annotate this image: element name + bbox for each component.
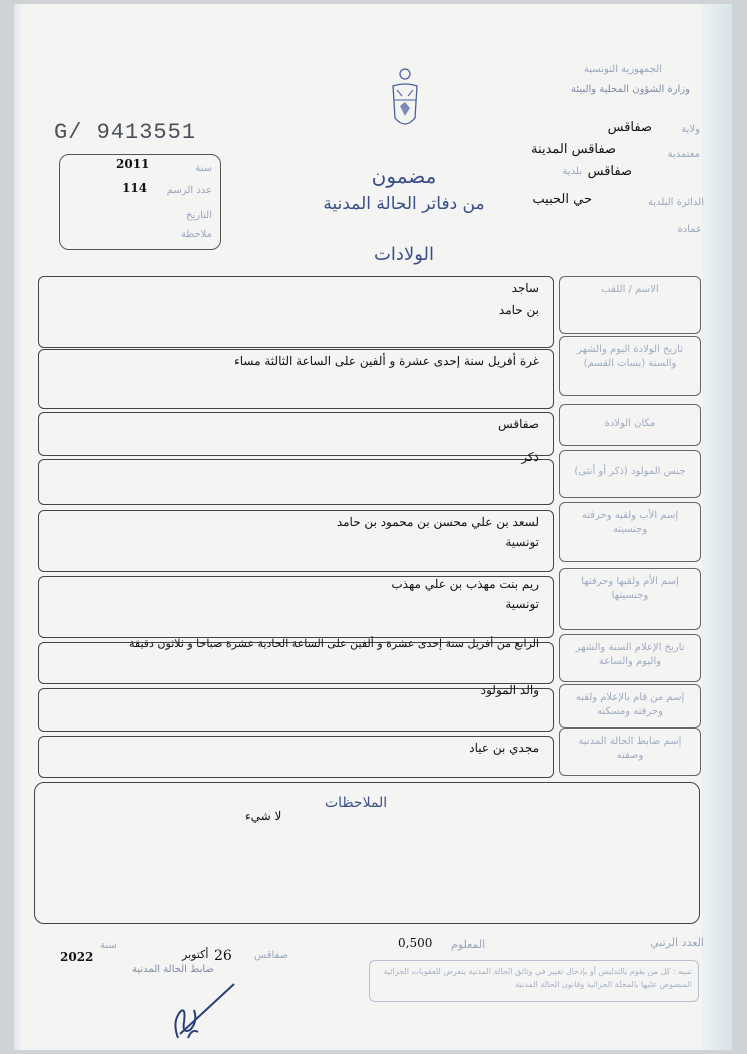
mother-label-box xyxy=(559,568,701,630)
birth-date-value-box xyxy=(38,349,554,409)
remarks-value: لا شيء xyxy=(245,809,282,823)
civil-status-document xyxy=(14,4,732,1050)
declaration-date-label: تاريخ الإعلام السنة والشهر واليوم والساعة xyxy=(575,642,685,667)
birth-date-label-box xyxy=(559,336,701,396)
father-label: إسم الأب ولقبه وحرفته وجنسيته xyxy=(581,510,679,535)
document-title-births: الولادات xyxy=(373,244,434,265)
document-title-extract: مضمون xyxy=(371,164,437,188)
imada-label: عمادة xyxy=(677,224,702,235)
register-note-label: ملاحظة xyxy=(180,229,212,240)
declarant-value-box xyxy=(38,683,554,732)
footer-year-label: سنة xyxy=(100,940,117,951)
first-name-value: ساجد xyxy=(511,281,539,295)
officer-signature-label: ضابط الحالة المدنية xyxy=(132,964,214,975)
register-year-value: 2011 xyxy=(116,157,150,171)
officer-label-box xyxy=(559,728,701,776)
footer-city-label: صفاقس xyxy=(254,950,289,961)
signature-icon xyxy=(154,972,244,1044)
register-number-value: 114 xyxy=(122,181,148,195)
legal-warning: تنبيه : كل من يقوم بالتدليس أو بإدخال تغيير في وثائق الحالة المدنية يتعرض للعقوبات الجزائية المنصوص عليها بالمجلة الجزائية وقانون الحالة المدنية xyxy=(369,960,699,1002)
father-value-box xyxy=(38,510,554,572)
birth-place-label: مكان الولادة xyxy=(604,418,656,429)
declarant-label: إسم من قام بالإعلام ولقبه وحرفته ومسكنه xyxy=(575,692,685,717)
footer-year: 2022 xyxy=(60,950,94,964)
remarks-label: الملاحظات xyxy=(325,795,388,811)
declaration-date-value: الرابع من أفريل سنة إحدى عشرة و ألفين على الساعة الحادية عشرة صباحا و ثلاثون دقيقة xyxy=(129,637,539,650)
document-title-registers: من دفاتر الحالة المدنية xyxy=(323,194,485,214)
fee-label: المعلوم xyxy=(451,938,486,951)
mother-label: إسم الأم ولقبها وحرفتها وجنسيتها xyxy=(581,576,679,601)
birth-place-value: صفاقس xyxy=(498,417,539,431)
register-date-label: التاريخ xyxy=(186,210,212,221)
register-year-label: سنة xyxy=(195,163,212,174)
sex-value-box xyxy=(38,450,554,505)
republic-label: الجمهورية التونسية xyxy=(583,64,662,75)
baladia-value: صفاقس xyxy=(587,164,632,179)
declaration-date-label-box xyxy=(559,634,701,682)
ministry-label: وزارة الشؤون المحلية والبيئة xyxy=(571,84,690,95)
register-box xyxy=(59,154,221,250)
birth-place-label-box xyxy=(559,404,701,446)
birth-date-value: غرة أفريل سنة إحدى عشرة و ألفين على الساعة الثالثة مساء xyxy=(234,354,539,368)
declaration-date-value-box xyxy=(38,637,554,684)
sex-label-box xyxy=(559,450,701,498)
footer-month: أكتوبر xyxy=(182,948,209,961)
coat-of-arms-icon xyxy=(388,66,422,136)
birth-date-label: تاريخ الولادة اليوم والشهر والسنة (بسات القسم) xyxy=(577,344,683,369)
daira-label: الدائرة البلدية xyxy=(647,197,704,208)
footer-day: 26 xyxy=(214,948,232,964)
motamadia-label: معتمدية xyxy=(667,149,700,160)
serial-number: G/ 9413551 xyxy=(54,120,197,145)
paper-edge-left xyxy=(14,4,22,1050)
sex-value: ذكر xyxy=(521,450,539,464)
daira-value: حي الحبيب xyxy=(532,192,592,207)
wilaya-value: صفاقس xyxy=(607,120,652,135)
register-number-label: عدد الرسم xyxy=(166,185,212,196)
ordinal-label: العدد الرتبي xyxy=(650,936,704,949)
sex-label: جنس المولود (ذكر أو أنثى) xyxy=(574,466,686,477)
declarant-value: والد المولود xyxy=(480,683,539,697)
mother-value-box xyxy=(38,576,554,638)
officer-label: إسم ضابط الحالة المدنية وصفته xyxy=(578,736,682,761)
declarant-label-box xyxy=(559,684,701,728)
motamadia-value: صفاقس المدينة xyxy=(531,142,616,157)
officer-value-box xyxy=(38,736,554,778)
remarks-box xyxy=(34,782,700,924)
baladia-label: بلدية xyxy=(562,166,582,177)
father-label-box xyxy=(559,502,701,562)
father-nationality-value: تونسية xyxy=(505,535,539,549)
fee-value: 0,500 xyxy=(398,936,433,950)
mother-nationality-value: تونسية xyxy=(505,597,539,611)
last-name-value: بن حامد xyxy=(498,303,539,317)
name-value-box xyxy=(38,276,554,348)
paper-edge-right xyxy=(702,4,732,1050)
birth-place-value-box xyxy=(38,412,554,456)
name-label: الاسم / اللقب xyxy=(601,284,659,295)
father-name-value: لسعد بن علي محسن بن محمود بن حامد xyxy=(336,515,539,529)
mother-name-value: ريم بنت مهذب بن علي مهذب xyxy=(391,577,539,591)
officer-value: مجدي بن عياد xyxy=(469,741,539,755)
name-label-box xyxy=(559,276,701,334)
wilaya-label: ولاية xyxy=(681,124,700,135)
